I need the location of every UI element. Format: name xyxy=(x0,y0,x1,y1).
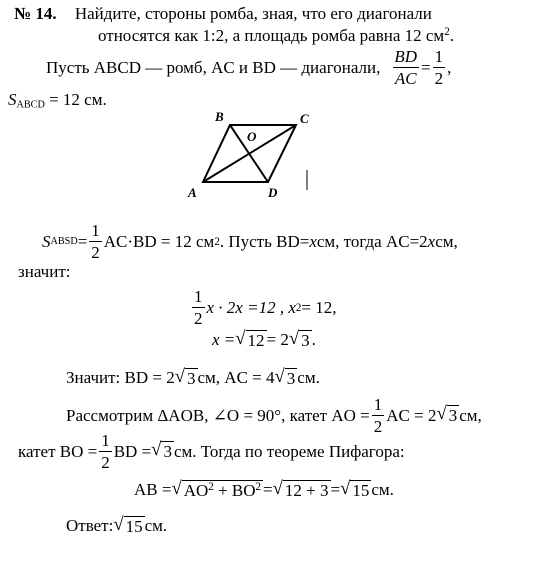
znachit-label: значит: xyxy=(18,262,71,281)
problem-number: № 14. xyxy=(14,4,57,23)
rhombus-figure xyxy=(180,108,320,200)
vertex-label-a: A xyxy=(188,185,197,200)
area-formula-line: S ABSD = $\frac{1}{2}$ AC·BD = 12 см 2 . Пусть BD= x см, тогда AC=2 x см, xyxy=(42,221,458,262)
answer-line: Ответ: √ 15 см. xyxy=(66,514,168,536)
problem-text-1: Найдите, стороны ромба, зная, что его диагонали xyxy=(74,4,432,23)
result-line: Значит: BD = 2 √ 3 см, AC = 4 √ 3 см. xyxy=(66,366,320,388)
problem-line-1 xyxy=(14,4,432,24)
equation-1: $\frac{1}{2}$ x · 2x =12 , x 2 = 12, xyxy=(194,287,337,328)
problem-line-2: относятся как 1:2, а площадь ромба равна 12 $см^2$. xyxy=(98,25,454,45)
vertex-label-d: D xyxy=(268,185,278,200)
problem-text-2: относятся как 1:2, а площадь ромба равна 12 см xyxy=(98,26,445,45)
sqrt-12: √ 12 xyxy=(235,328,265,350)
vertex-label-c: C xyxy=(300,111,309,126)
pythagoras-line: AB = √ $AO^2 + BO^2$ = √ 12 + 3 = √ 15 см. xyxy=(134,478,394,500)
half-fraction: $\frac{1}{2}$ xyxy=(434,47,444,88)
area-given: $S_{ABCD} = 12$ см. xyxy=(8,90,107,111)
area-half-fraction: $\frac{1}{2}$ xyxy=(91,221,100,262)
setup-text: Пусть ABCD — ромб, AC и BD — диагонали, xyxy=(46,57,381,77)
equation-2: x = √ 12 = 2 √ 3 . xyxy=(212,328,316,350)
katet-line: катет BO = $\frac{1}{2}$ BD = √ 3 см. Тогда по теореме Пифагора: xyxy=(18,431,405,472)
center-label-o: O xyxy=(247,129,257,144)
consider-line: Рассмотрим ΔAOB, ∠O = 90°, катет AO = $\frac{1}{2}$ AC = 2 √ 3 см, xyxy=(66,395,482,436)
vertex-label-b: B xyxy=(215,109,224,124)
setup-line: Пусть ABCD — ромб, AC и BD — диагонали, $\frac{BD}{AC}$ = $\frac{1}{2}$ , xyxy=(46,47,452,88)
ratio-fraction: $\frac{BD}{AC}$ xyxy=(394,47,418,88)
